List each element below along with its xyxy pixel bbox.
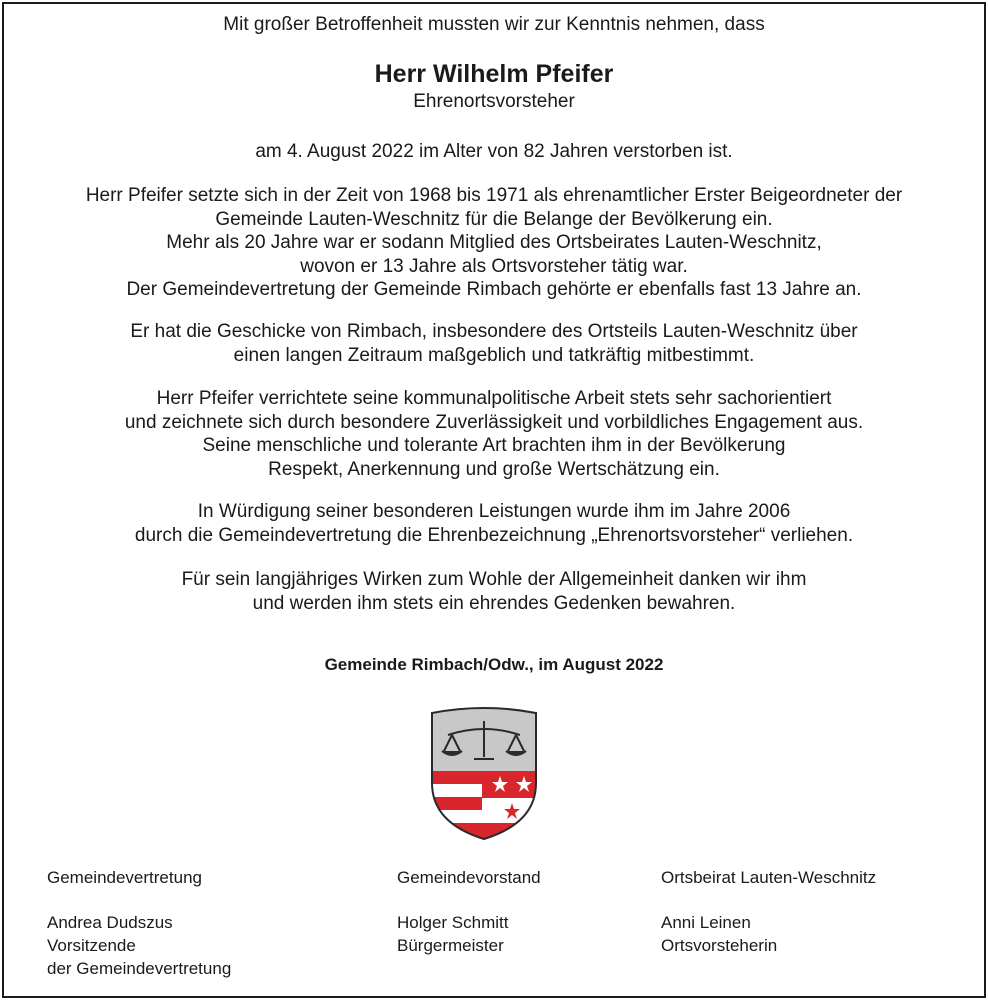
paragraph-line: und werden ihm stets ein ehrendes Gedenken bewahren.	[252, 592, 736, 614]
signatory-name: Anni Leinen	[661, 913, 751, 932]
paragraph-line: In Würdigung seiner besonderen Leistungen wurde ihm im Jahre 2006	[197, 501, 791, 522]
coat-of-arms-icon	[424, 705, 544, 845]
municipality-signature-line: Gemeinde Rimbach/Odw., im August 2022	[324, 655, 664, 674]
death-statement: am 4. August 2022 im Alter von 82 Jahren verstorben ist.	[255, 141, 733, 162]
paragraph-line: Mehr als 20 Jahre war er sodann Mitglied des Ortsbeirates Lauten-Weschnitz,	[166, 232, 822, 253]
signatory-body: Gemeindevorstand	[397, 868, 541, 887]
deceased-name: Herr Wilhelm Pfeifer	[374, 60, 614, 88]
paragraph-line: Seine menschliche und tolerante Art brachten ihm in der Bevölkerung	[202, 435, 786, 456]
paragraph-line: einen langen Zeitraum maßgeblich und tatkräftig mitbestimmt.	[233, 344, 755, 366]
signatory-local-council	[661, 866, 876, 957]
paragraph-line: Gemeinde Lauten-Weschnitz für die Belange der Bevölkerung ein.	[215, 208, 773, 230]
paragraph-line: und zeichnete sich durch besondere Zuverlässigkeit und vorbildliches Engagement aus.	[124, 411, 864, 433]
paragraph-thanks	[0, 568, 988, 615]
paragraph-line: Er hat die Geschicke von Rimbach, insbesondere des Ortsteils Lauten-Weschnitz über	[130, 321, 858, 342]
signatory-board	[397, 866, 541, 957]
signatory-title: Ortsvorsteherin	[661, 936, 778, 955]
signatory-title: Bürgermeister	[397, 936, 504, 955]
paragraph-line: Herr Pfeifer setzte sich in der Zeit von 1968 bis 1971 als ehrenamtlicher Erster Beigeordneter der	[85, 185, 903, 206]
signatory-body: Ortsbeirat Lauten-Weschnitz	[661, 868, 877, 887]
signatory-body: Gemeindevertretung	[47, 868, 202, 887]
paragraph-line: Für sein langjähriges Wirken zum Wohle der Allgemeinheit danken wir ihm	[181, 569, 807, 590]
paragraph-character	[0, 387, 988, 481]
paragraph-line: Respekt, Anerkennung und große Wertschätzung ein.	[268, 458, 720, 480]
signatory-council	[47, 866, 231, 980]
signatory-title: der Gemeindevertretung	[47, 959, 232, 978]
signatory-title: Vorsitzende	[47, 936, 136, 955]
deceased-title: Ehrenortsvorsteher	[413, 91, 575, 112]
paragraph-line: Der Gemeindevertretung der Gemeinde Rimbach gehörte er ebenfalls fast 13 Jahre an.	[126, 279, 862, 300]
paragraph-career	[0, 184, 988, 302]
paragraph-line: wovon er 13 Jahre als Ortsvorsteher tätig war.	[300, 255, 688, 277]
paragraph-line: Herr Pfeifer verrichtete seine kommunalpolitische Arbeit stets sehr sachorientiert	[156, 388, 832, 409]
signatory-name: Holger Schmitt	[397, 913, 509, 932]
paragraph-influence	[0, 320, 988, 367]
paragraph-line: durch die Gemeindevertretung die Ehrenbezeichnung „Ehrenortsvorsteher“ verliehen.	[134, 524, 854, 546]
paragraph-honor	[0, 500, 988, 547]
intro-line: Mit großer Betroffenheit mussten wir zur Kenntnis nehmen, dass	[223, 14, 765, 35]
signatory-name: Andrea Dudszus	[47, 913, 173, 932]
